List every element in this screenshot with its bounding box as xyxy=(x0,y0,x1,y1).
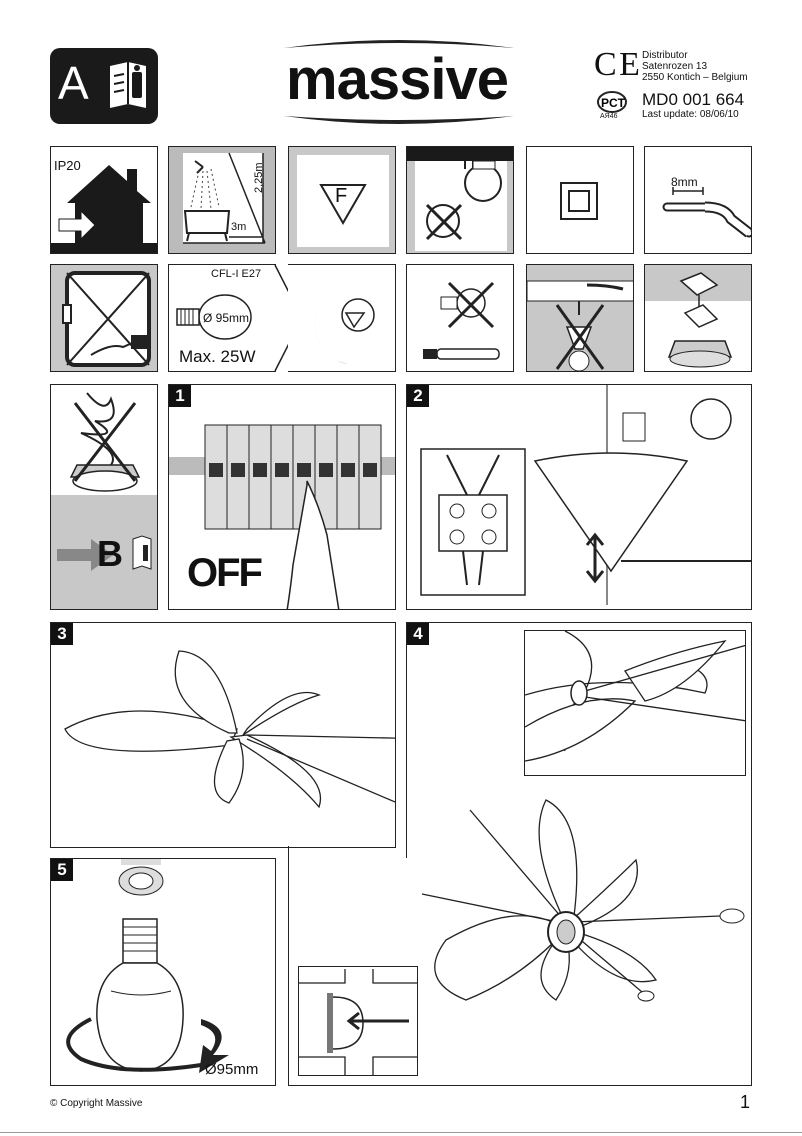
step-1-number: 1 xyxy=(169,385,191,407)
plug-crossed-icon xyxy=(51,265,158,372)
ceiling-bulb-icon xyxy=(407,147,514,254)
step-3-number: 3 xyxy=(51,623,73,645)
footer-rule xyxy=(0,1132,802,1133)
no-plug-icon xyxy=(50,264,158,372)
no-ceiling-lamp-icon xyxy=(406,146,514,254)
bulb-size-label: Ø95mm xyxy=(205,1061,259,1078)
bathroom-zone-icon xyxy=(168,146,276,254)
petal-arms-illustration xyxy=(51,623,396,848)
wire-strip-length: 8mm xyxy=(671,175,698,189)
step-3-panel xyxy=(50,622,396,848)
brand-name: massive xyxy=(286,47,508,112)
no-ceiling-mount-icon xyxy=(526,264,634,372)
section-a-badge xyxy=(50,48,158,124)
hook-mount-icon xyxy=(645,265,752,372)
bulb-type: CFL-I E27 xyxy=(211,268,262,280)
model-number: MD0 001 664 xyxy=(642,90,745,109)
moon-triangle-icon xyxy=(288,265,396,372)
canopy-wiring-illustration xyxy=(407,385,752,610)
f-mark-icon xyxy=(288,146,396,254)
lamp-assembly-illustration xyxy=(406,780,752,1080)
ce-mark: C E xyxy=(594,46,637,83)
step-2-panel xyxy=(406,384,752,610)
arm-clip-detail xyxy=(525,631,746,776)
max-wattage: Max. 25W xyxy=(179,347,256,366)
distributor-label: Distributor xyxy=(642,50,688,61)
double-square-icon xyxy=(527,147,634,254)
ip-rating: IP20 xyxy=(54,158,81,173)
bulb-install-illustration xyxy=(51,859,276,1086)
wire-strip-icon xyxy=(644,146,752,254)
last-update: Last update: 08/06/10 xyxy=(642,109,739,120)
halogen-crossed-icon xyxy=(407,265,514,372)
no-halogen-icon xyxy=(406,264,514,372)
goto-section-letter: B xyxy=(97,533,123,574)
class2-insulation-icon xyxy=(526,146,634,254)
step-5-panel xyxy=(50,858,276,1086)
ip20-indoor-icon xyxy=(50,146,158,254)
cfl-only-icon xyxy=(288,264,396,372)
step-4-clip-inset xyxy=(298,966,418,1076)
address-line-2: 2550 Kontich – Belgium xyxy=(642,72,748,83)
clip-push-detail xyxy=(299,967,418,1076)
cable-icon xyxy=(645,147,752,254)
manual-book-icon xyxy=(106,60,150,112)
f-letter: F xyxy=(335,185,348,207)
copyright: © Copyright Massive xyxy=(50,1098,143,1109)
address-line-1: Satenrozen 13 xyxy=(642,61,708,72)
section-letter: A xyxy=(58,57,89,109)
step-4-number: 4 xyxy=(407,623,429,645)
bulb-spec-icon xyxy=(168,264,276,372)
logo-bottom-swoosh xyxy=(280,110,518,128)
tangled-wire-icon xyxy=(51,385,158,495)
step-4-detail-inset xyxy=(524,630,746,776)
bath-height-label: 2,25m xyxy=(253,162,265,193)
house-icon xyxy=(51,147,158,254)
cert-code: AЯ46 xyxy=(600,113,618,120)
off-label: OFF xyxy=(187,551,261,595)
no-tangle-icon xyxy=(50,384,158,610)
distributor-block xyxy=(642,50,748,83)
svg-text:PCT: PCT xyxy=(601,96,625,110)
brand-logo xyxy=(280,36,518,128)
ceiling-lamp-crossed-icon xyxy=(527,265,634,372)
step-2-number: 2 xyxy=(407,385,429,407)
manual-b-icon xyxy=(131,535,153,571)
bulb-diameter: Ø 95mm xyxy=(203,311,250,325)
bath-distance-label: 3m xyxy=(231,221,247,233)
step-5-number: 5 xyxy=(51,859,73,881)
ceiling-hook-icon xyxy=(644,264,752,372)
page-number: 1 xyxy=(740,1092,751,1112)
step-1-panel xyxy=(168,384,396,610)
